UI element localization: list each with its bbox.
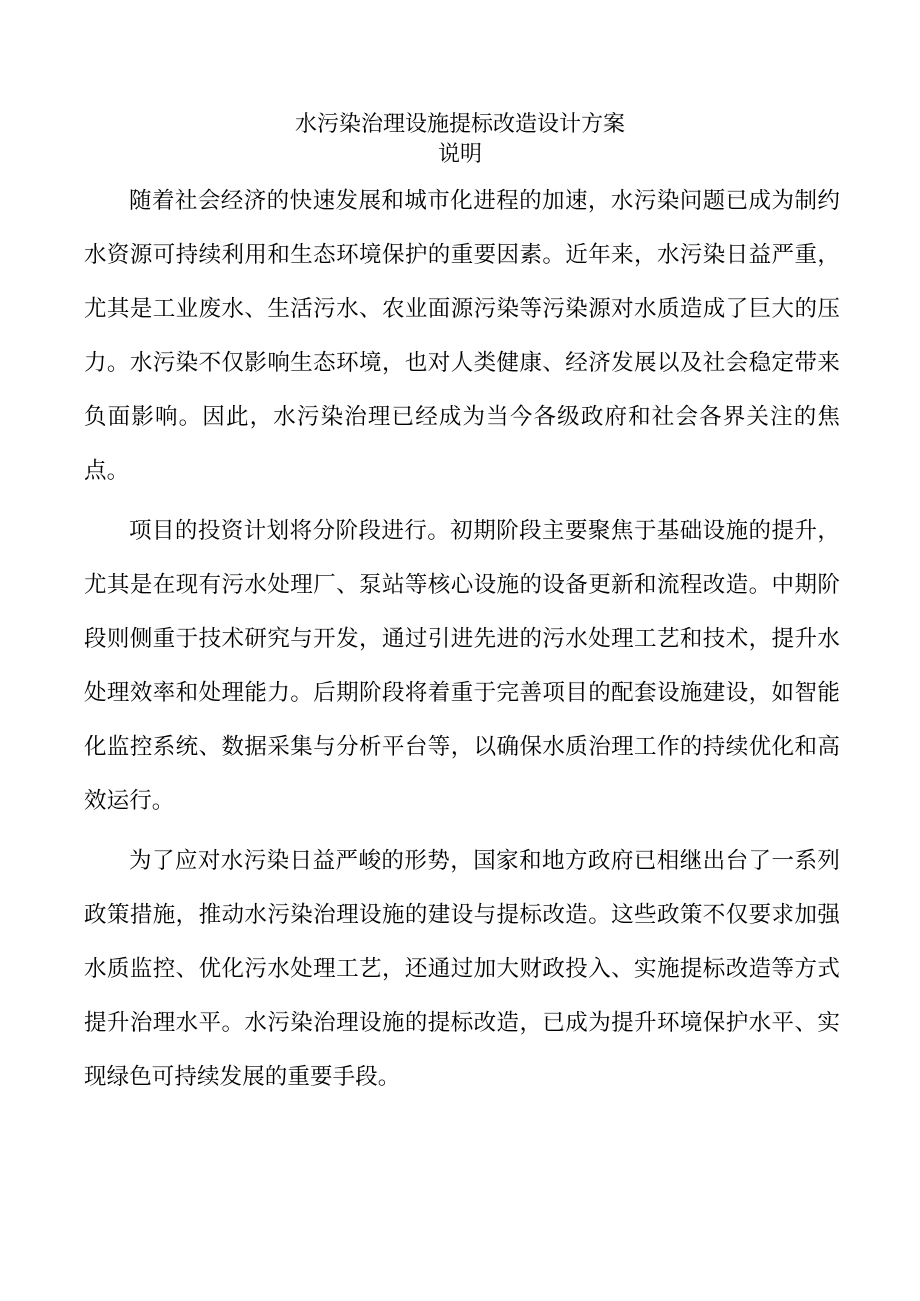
paragraph-policy: 为了应对水污染日益严峻的形势，国家和地方政府已相继出台了一系列政策措施，推动水污染治理设施的建设与提标改造。这些政策不仅要求加强水质监控、优化污水处理工艺，还通过加大财政投入、实施提标改造等方式提升治理水平。水污染治理设施的提标改造，已成为提升环境保护水平、实现绿色可持续发展的重要手段。	[84, 848, 840, 1090]
paragraph-investment-plan: 项目的投资计划将分阶段进行。初期阶段主要聚焦于基础设施的提升，尤其是在现有污水处理厂、泵站等核心设施的设备更新和流程改造。中期阶段则侧重于技术研究与开发，通过引进先进的污水处理工艺和技术，提升水处理效率和处理能力。后期阶段将着重于完善项目的配套设施建设，如智能化监控系统、数据采集与分析平台等，以确保水质治理工作的持续优化和高效运行。	[84, 518, 840, 814]
paragraph-background: 随着社会经济的快速发展和城市化进程的加速，水污染问题已成为制约水资源可持续利用和生态环境保护的重要因素。近年来，水污染日益严重，尤其是工业废水、生活污水、农业面源污染等污染源对水质造成了巨大的压力。水污染不仅影响生态环境，也对人类健康、经济发展以及社会稳定带来负面影响。因此，水污染治理已经成为当今各级政府和社会各界关注的焦点。	[84, 188, 840, 484]
document-title: 水污染治理设施提标改造设计方案	[294, 112, 625, 137]
document-subtitle: 说明	[437, 142, 482, 167]
